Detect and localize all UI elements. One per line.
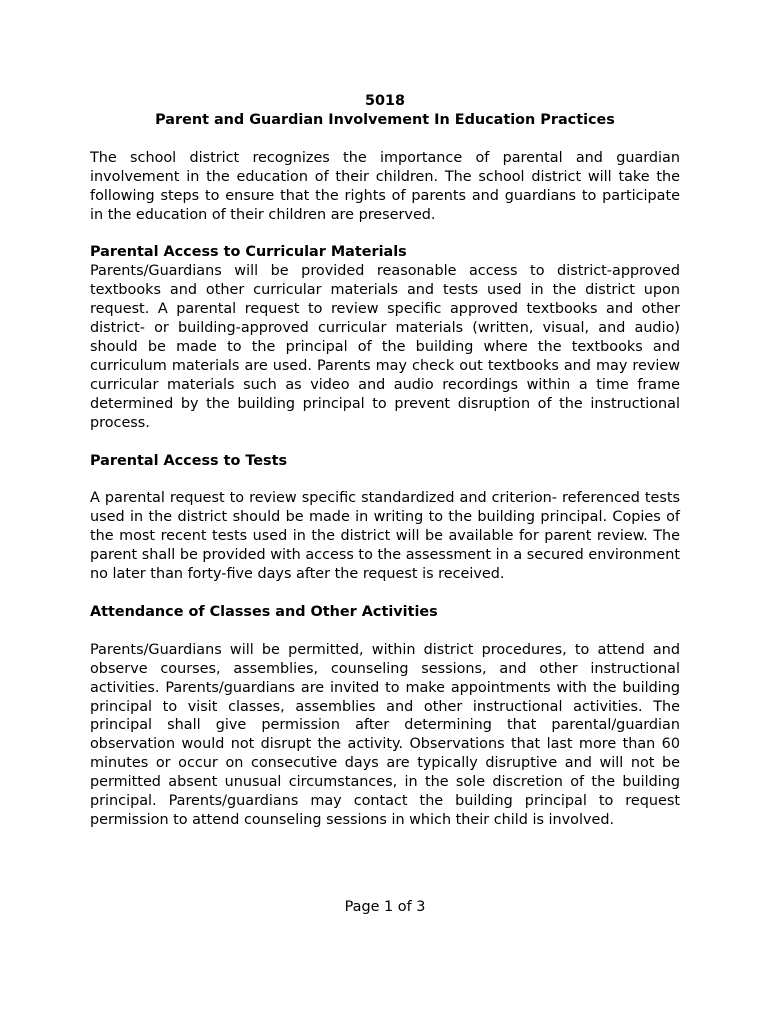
page-title: Parent and Guardian Involvement In Education Practices bbox=[155, 111, 615, 128]
page-number: Page 1 of 3 bbox=[344, 899, 426, 915]
policy-number: 5018 bbox=[364, 93, 406, 109]
section-heading-tests: Parental Access to Tests bbox=[90, 452, 288, 469]
section-body-tests: A parental request to review specific standardized and criterion- referenced tests used in the district should be made in writing to the building principal. Copies of the most recent tests used in the district will be available for parent review. The parent shall be provided with access to the assessment in a secured environment no later than forty-five days after the request is received. bbox=[90, 490, 680, 583]
document-page bbox=[90, 92, 680, 830]
intro-paragraph: The school district recognizes the importance of parental and guardian involvement in the education of their children. The school district will take the following steps to ensure that the rights of parents and guardians to participate in the education of their children are preserved. bbox=[90, 149, 680, 223]
section-body-curricular-materials: Parents/Guardians will be provided reasonable access to district-approved textbooks and other curricular materials and tests used in the district upon request. A parental request to review specific approved textbooks and other district- or building-approved curricular materials (written, visual, and audio) should be made to the principal of the building where the textbooks and curriculum materials are used. Parents may check out textbooks and may review curricular materials such as video and audio recordings within a time frame determined by the building principal to prevent disruption of the instructional process. bbox=[90, 263, 680, 431]
section-heading-curricular-materials: Parental Access to Curricular Materials bbox=[90, 244, 407, 261]
section-body-attendance: Parents/Guardians will be permitted, within district procedures, to attend and observe courses, assemblies, counseling sessions, and other instructional activities. Parents/guardians are invited to make appointments with the building principal to visit classes, assemblies and other instructional activities. The principal shall give permission after determining that parental/guardian observation would not disrupt the activity. Observations that last more than 60 minutes or occur on consecutive days are typically disruptive and will not be permitted absent unusual circumstances, in the sole discretion of the building principal. Parents/guardians may contact the building principal to request permission to attend counseling sessions in which their child is involved. bbox=[90, 641, 680, 828]
section-heading-attendance: Attendance of Classes and Other Activities bbox=[90, 603, 438, 620]
